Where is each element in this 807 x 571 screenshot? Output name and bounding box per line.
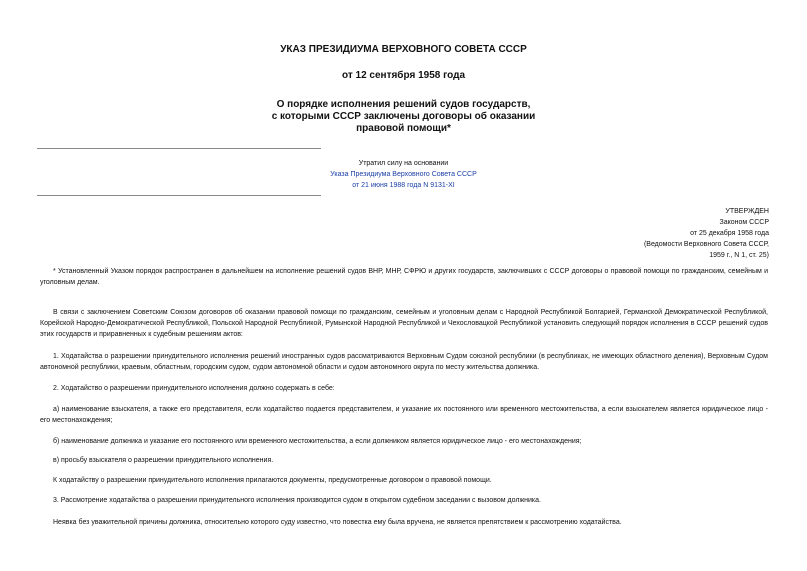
decree-title: УКАЗ ПРЕЗИДИУМА ВЕРХОВНОГО СОВЕТА СССР [280,44,527,55]
paragraph-2d: К ходатайству о разрешении принудительного исполнения прилагаются документы, предусмотренные договором о правовой помощи. [53,477,492,484]
divider-bottom [37,195,321,196]
approval-line: от 25 декабря 1958 года [690,230,769,237]
paragraph-2a: а) наименование взыскателя, а также его представителя, если ходатайство подается представителем, и указание их постоянного или временного местожительства, а если взыскателем является юридическое лицо - его местонахождения; [40,406,768,424]
footnote: * Установленный Указом порядок распространен в дальнейшем на исполнение решений судов ВНР, МНР, СФРЮ и других государств, заключивших с СССР договоры о правовой помощи по гражданским, семейным и уголовным делам. [40,268,768,286]
approval-line: Законом СССР [719,219,769,226]
paragraph-3a: Неявка без уважительной причины должника, относительно которого суду известно, что повестка ему была вручена, не является препятствием к рассмотрению ходатайства. [53,519,622,526]
approval-line: 1959 г., N 1, ст. 25) [709,252,769,259]
divider-top [37,148,321,149]
status-note [0,158,807,191]
paragraph-2: 2. Ходатайство о разрешении принудительного исполнения должно содержать в себе: [53,385,335,392]
approval-block [509,206,769,261]
intro-paragraph: В связи с заключением Советским Союзом договоров об оказании правовой помощи по гражданским, семейным и уголовным делам с Народной Республикой Болгарией, Германской Демократической Республикой, Корейской Народно-Демократической Республикой, Польской Народной Республикой, Румынской Народной Республикой и Чехословацкой Республикой установить следующий порядок исполнения в СССР решений судов этих государств и приравненных к судебным решениям актов: [40,309,768,338]
paragraph-2c: в) просьбу взыскателя о разрешении принудительного исполнения. [53,457,274,464]
repeal-decree-link-date[interactable]: от 21 июня 1988 года N 9131-XI [352,182,455,189]
subtitle-line: О порядке исполнения решений судов государств, [276,99,531,110]
subtitle-line: с которыми СССР заключены договоры об оказании [271,111,536,122]
status-note-text: Утратил силу на основании [358,160,449,167]
paragraph-1: 1. Ходатайства о разрешении принудительного исполнения решений иностранных судов рассматриваются Верховным Судом союзной республики (в республиках, не имеющих областного деления), Верховным Судом автономной республики, краевым, областным, городским судом, судом автономной области и судом автономного округа по месту жительства должника. [40,353,768,371]
repeal-decree-link[interactable]: Указа Президиума Верховного Совета СССР [330,171,477,178]
paragraph-3: 3. Рассмотрение ходатайства о разрешении принудительного исполнения производится судом в открытом судебном заседании с вызовом должника. [53,497,541,504]
decree-subtitle [0,99,807,135]
paragraph-2b: б) наименование должника и указание его постоянного или временного местожительства, а если должником является юридическое лицо - его местонахождения; [53,438,582,445]
approval-line: (Ведомости Верховного Совета СССР, [643,241,769,248]
approval-line: УТВЕРЖДЕН [725,208,769,215]
subtitle-line: правовой помощи* [356,123,451,134]
decree-date: от 12 сентября 1958 года [341,70,466,81]
